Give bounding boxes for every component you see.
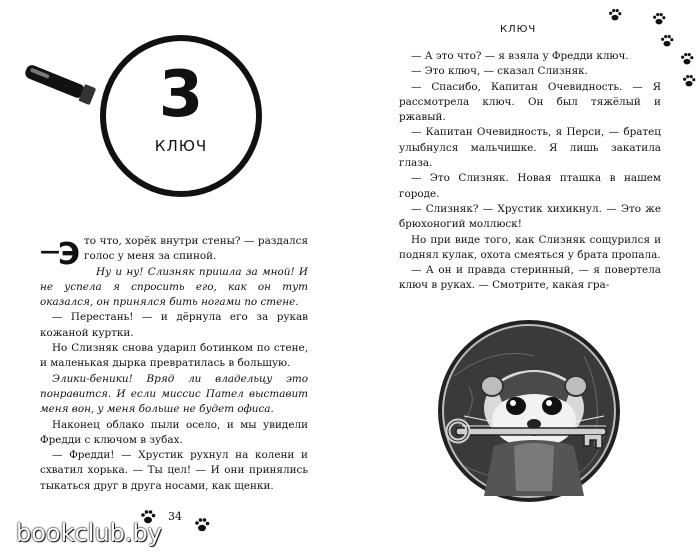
page-number: 34 (168, 510, 182, 523)
left-text-column (40, 234, 308, 494)
paw-print-icon (660, 34, 674, 48)
paragraph: — Спасибо, Капитан Очевидность. — Я рассмотрела ключ. Он был тяжёлый и ржавый. (399, 80, 661, 124)
running-head: КЛЮЧ (500, 24, 537, 35)
paragraph: Наконец облако пыли осело, и мы увидели Фредди с ключом в зубах. (40, 418, 308, 446)
paragraph: Элики-беники! Вряд ли владельцу это понравится. И если миссис Пател выставит меня вон, у меня больше не будет офиса. (40, 372, 308, 416)
right-page (350, 0, 700, 560)
paragraph: — Перестань! — и дёрнула его за рукав кожаной куртки. (40, 311, 308, 339)
watermark: bookclub.by (16, 519, 162, 547)
paw-print-icon (194, 517, 210, 533)
paw-print-icon (680, 52, 694, 66)
chapter-number: 3 (158, 58, 204, 132)
paragraph: — А он и правда стеринный, — я повертела ключ в руках. — Смотрите, какая гра- (399, 264, 661, 292)
paragraph: — Капитан Очевидность, я Перси, — братец улыбнулся мальчишке. Я лишь закатила глаза. (399, 126, 661, 170)
paw-print-icon (682, 74, 696, 88)
paragraph: — А это что? — я взяла у Фредди ключ. (411, 50, 629, 62)
chapter-title: КЛЮЧ (154, 137, 208, 155)
paw-print-icon (608, 8, 622, 22)
paragraph: —Э то что, хорёк внутри стены? — раздался голос у меня за спиной. (40, 235, 308, 272)
paragraph: — Слизняк? — Хрустик хихикнул. — Это же брюхоногий моллюск! (399, 202, 661, 231)
paragraph: — Это Слизняк. Новая пташка в нашем городе. (399, 172, 661, 200)
chapter-badge (100, 35, 262, 197)
paragraph: Но при виде того, как Слизняк сощурился и поднял кулак, охота смеяться у брата пропала. (399, 233, 661, 261)
drop-cap: —Э (40, 237, 81, 272)
paragraph: Но Слизняк снова ударил ботинком по стене, и маленькая дырка превратилась в большую. (40, 342, 308, 370)
paw-print-icon (652, 12, 666, 26)
magnifier-handle-icon (18, 58, 108, 118)
ferret-with-key-illustration (434, 316, 624, 506)
paragraph: — Это ключ, — сказал Слизняк. (411, 65, 588, 78)
right-text-column (399, 49, 661, 294)
paragraph: Ну и ну! Слизняк пришла за мной! И не успела я спросить его, как он тут оказался, он принялся бить ногами по стене. (40, 265, 308, 309)
paragraph: — Фредди! — Хрустик рухнул на колени и схватил хорька. — Ты цел! — И они принялись тыкаться друг в друга носами, как щенки. (40, 449, 308, 492)
